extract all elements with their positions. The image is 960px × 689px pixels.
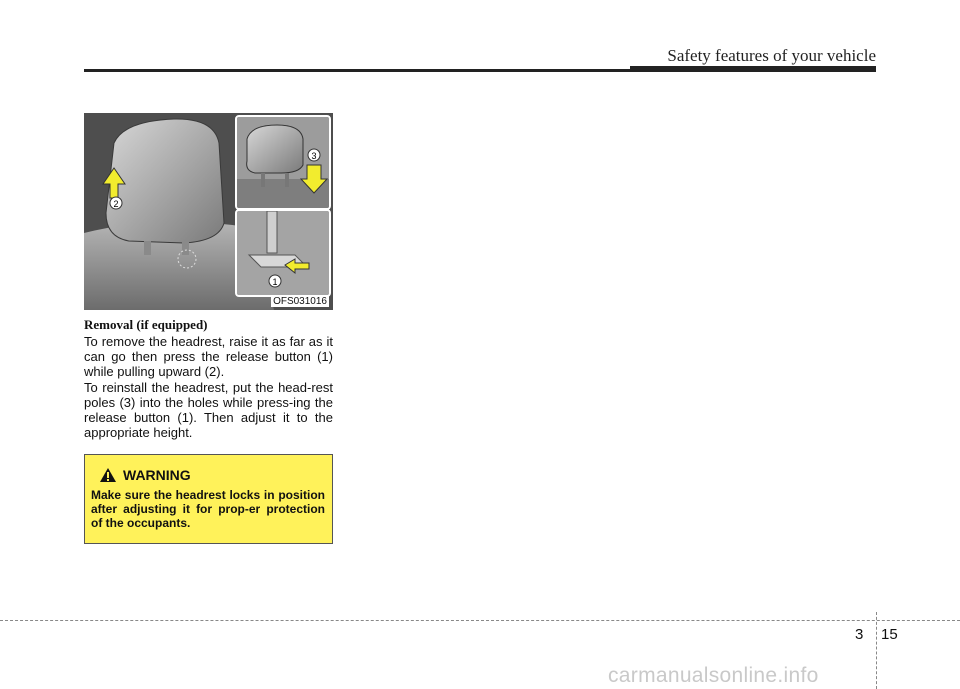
inset-release-button <box>235 209 331 297</box>
headrest-illustration <box>84 113 333 310</box>
site-watermark: carmanualsonline.info <box>608 664 819 687</box>
chapter-number: 3 <box>855 626 864 643</box>
warning-text: Make sure the headrest locks in position after adjusting it for prop-er protection of the occupants. <box>91 488 325 530</box>
footer-page-separator <box>876 612 877 689</box>
header-divider-accent <box>630 66 876 71</box>
inset-headrest-shape <box>247 125 303 173</box>
warning-triangle-icon <box>99 467 117 483</box>
callout-3-label: 3 <box>311 151 317 161</box>
inset-reinstall-drawing <box>237 117 329 208</box>
headrest-pole-right <box>182 241 189 255</box>
inset-release-drawing <box>237 211 329 295</box>
warning-header <box>99 467 191 483</box>
headrest-pole-left <box>144 241 151 255</box>
page-number: 15 <box>881 626 898 643</box>
warning-title: WARNING <box>123 467 191 483</box>
section-header-title: Safety features of your vehicle <box>667 46 876 65</box>
inset-pole <box>267 211 277 253</box>
paragraph-reinstall: To reinstall the headrest, put the head-rest poles (3) into the holes while press-ing the release button (1). Then adjust it to the appropriate height. <box>84 380 333 440</box>
paragraph-removal: To remove the headrest, raise it as far as it can go then press the release button (1) while pulling upward (2). <box>84 334 333 379</box>
warning-box <box>84 454 333 544</box>
callout-1-label: 1 <box>272 277 278 287</box>
callout-2-label: 2 <box>113 199 119 209</box>
figure-code: OFS031016 <box>273 296 327 307</box>
inset-reinstall <box>235 115 331 210</box>
footer-divider <box>0 620 960 621</box>
headrest-shape <box>106 119 224 243</box>
section-title: Removal (if equipped) <box>84 317 208 332</box>
